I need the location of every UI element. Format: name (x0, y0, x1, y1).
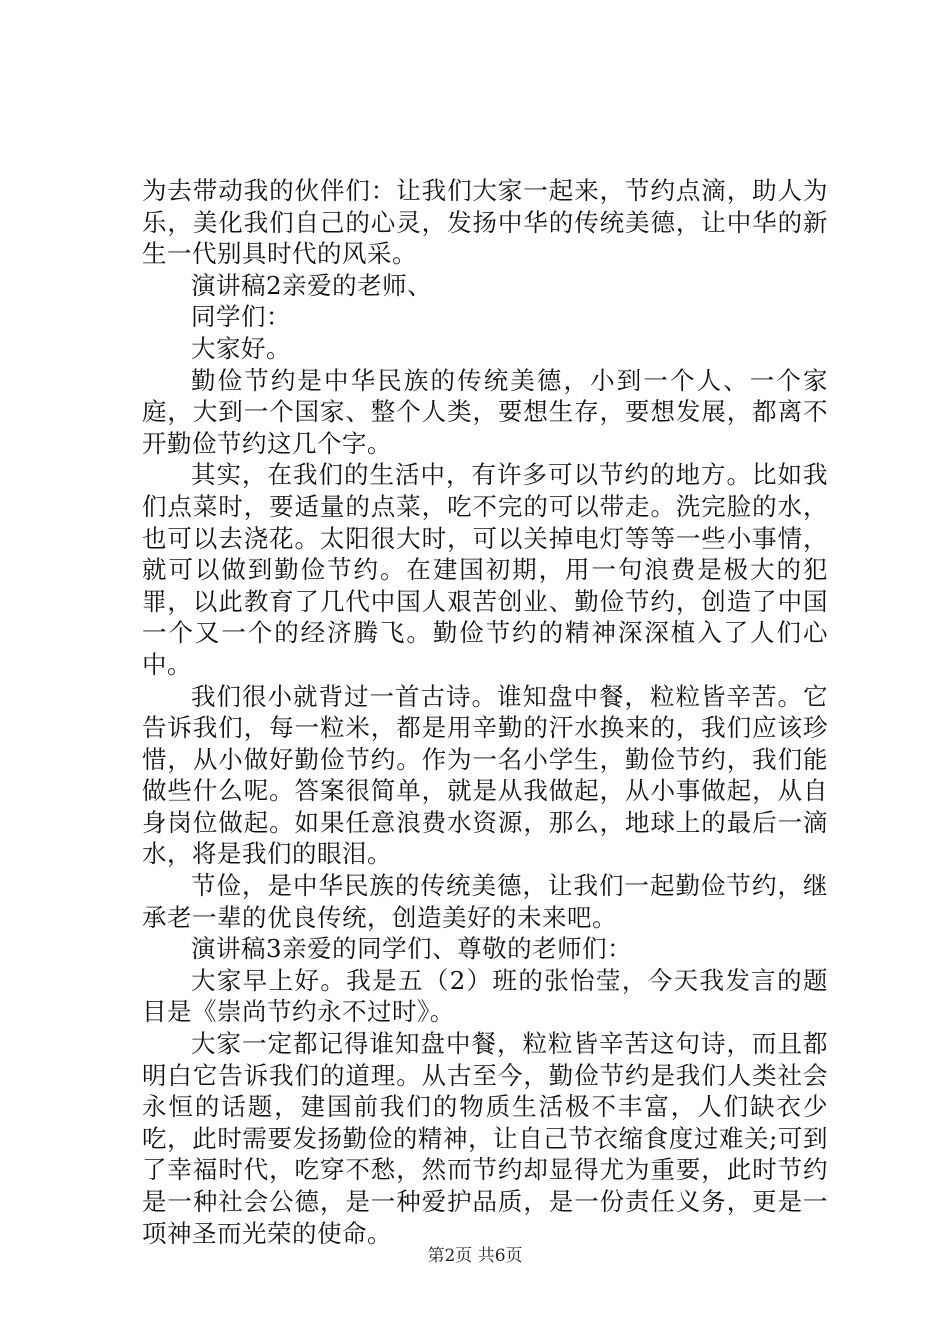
speech-2-salutation: 同学们： (191, 302, 291, 332)
speech-3-greeting: 大家早上好。我是五（2）班的张怡莹，今天我发言的题目是《崇尚节约永不过时》。 (142, 965, 828, 1027)
speech-2-greeting: 大家好。 (191, 333, 291, 363)
document-body (142, 175, 828, 1249)
speech-2-heading: 演讲稿2亲爱的老师、 (191, 270, 433, 300)
paragraph: 大家一定都记得谁知盘中餐，粒粒皆辛苦这句诗，而且都明白它告诉我们的道理。从古至今，勤俭节约是我们人类社会永恒的话题，建国前我们的物质生活极不丰富，人们缺衣少吃，此时需要发扬勤俭的精神，让自己节衣缩食度过难关;可到了幸福时代，吃穿不愁，然而节约却显得尤为重要，此时节约是一种社会公德，是一种爱护品质，是一份责任义务，更是一项神圣而光荣的使命。 (142, 1029, 828, 1248)
paragraph: 勤俭节约是中华民族的传统美德，小到一个人、一个家庭，大到一个国家、整个人类，要想生存，要想发展，都离不开勤俭节约这几个字。 (142, 365, 828, 458)
paragraph: 我们很小就背过一首古诗。谁知盘中餐，粒粒皆辛苦。它告诉我们，每一粒米，都是用辛勤的汗水换来的，我们应该珍惜，从小做好勤俭节约。作为一名小学生，勤俭节约，我们能做些什么呢。答案很简单，就是从我做起，从小事做起，从自身岗位做起。如果任意浪费水资源，那么，地球上的最后一滴水，将是我们的眼泪。 (142, 681, 828, 869)
paragraph-continuation: 为去带动我的伙伴们：让我们大家一起来，节约点滴，助人为乐，美化我们自己的心灵，发扬中华的传统美德，让中华的新生一代别具时代的风采。 (142, 176, 828, 269)
paragraph: 节俭，是中华民族的传统美德，让我们一起勤俭节约，继承老一辈的优良传统，创造美好的未来吧。 (142, 871, 828, 932)
speech-3-heading: 演讲稿3亲爱的同学们、尊敬的老师们： (191, 934, 633, 964)
page-footer: 第2页 共6页 (427, 1246, 523, 1266)
paragraph: 其实，在我们的生活中，有许多可以节约的地方。比如我们点菜时，要适量的点菜，吃不完的可以带走。洗完脸的水，也可以去浇花。太阳很大时，可以关掉电灯等等一些小事情，就可以做到勤俭节约。在建国初期，用一句浪费是极大的犯罪，以此教育了几代中国人艰苦创业、勤俭节约，创造了中国一个又一个的经济腾飞。勤俭节约的精神深深植入了人们心中。 (142, 460, 828, 679)
